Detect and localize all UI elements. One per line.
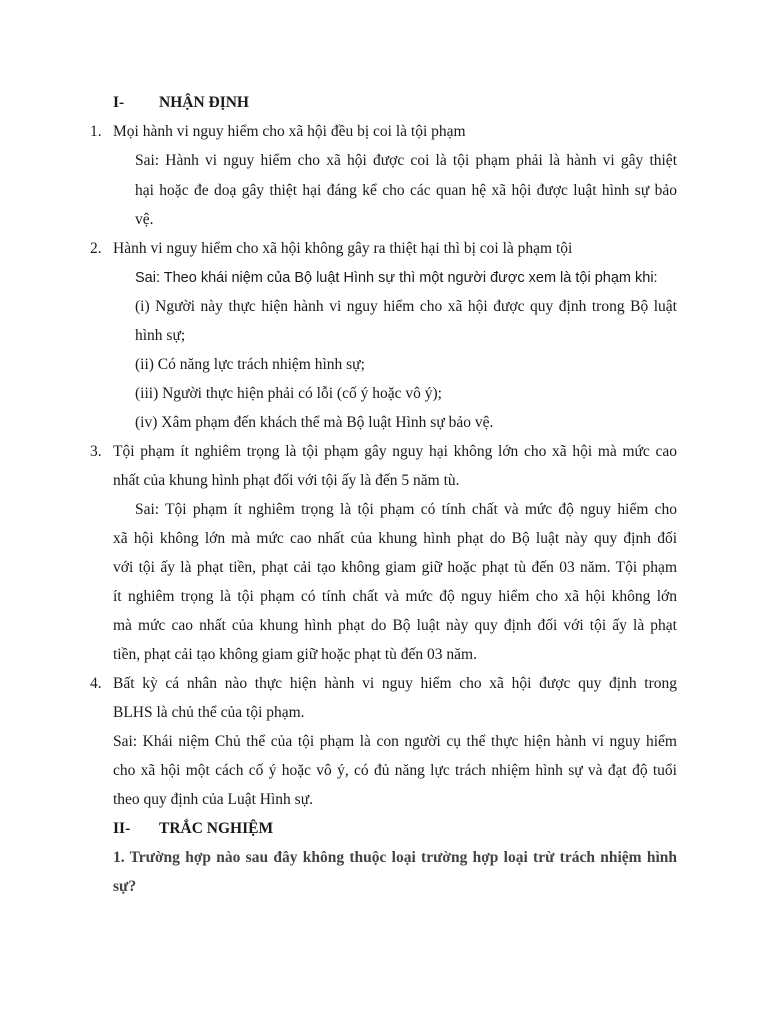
item-2-number: 2. <box>90 240 102 257</box>
item-2-answer-line: (iii) Người thực hiện phải có lỗi (cố ý hoặc vô ý); <box>135 385 442 402</box>
item-2-answer-line: Sai: Theo khái niệm của Bộ luật Hình sự thì một người được xem là tội phạm khi: <box>135 270 658 286</box>
item-3-answer-line: mà mức cao nhất của khung hình phạt do Bộ luật này quy định đối với tội ấy là phạt <box>113 617 677 634</box>
item-3-answer-line: ít nghiêm trọng là tội phạm có tính chất và mức độ nguy hiểm cho xã hội không lớn <box>113 588 677 605</box>
question-1-line: 1. Trường hợp nào sau đây không thuộc loại trường hợp loại trừ trách nhiệm hình <box>113 849 677 866</box>
section-1-number: I- <box>113 94 125 111</box>
item-2-answer-line: hình sự; <box>135 327 186 344</box>
item-4-answer-line: cho xã hội một cách cố ý hoặc vô ý, có đủ năng lực trách nhiệm hình sự và đạt độ tuổi <box>113 762 677 779</box>
item-2-answer-line: (ii) Có năng lực trách nhiệm hình sự; <box>135 356 365 373</box>
item-3-answer-line: xã hội không lớn mà mức cao nhất của khung hình phạt do Bộ luật này quy định đối <box>113 530 677 547</box>
item-2-answer-line: (iv) Xâm phạm đến khách thể mà Bộ luật Hình sự bảo vệ. <box>135 414 494 431</box>
item-3-answer-line: với tội ấy là phạt tiền, phạt cải tạo không giam giữ hoặc phạt tù đến 03 năm. Tội phạm <box>113 559 677 576</box>
item-4-statement-line: BLHS là chủ thể của tội phạm. <box>113 704 305 721</box>
item-1-answer-line: Sai: Hành vi nguy hiểm cho xã hội được coi là tội phạm phải là hành vi gây thiệt <box>135 152 677 169</box>
item-3-number: 3. <box>90 443 102 460</box>
item-1-statement: Mọi hành vi nguy hiểm cho xã hội đều bị coi là tội phạm <box>113 123 466 140</box>
section-2-number: II- <box>113 820 131 837</box>
item-3-statement-line: nhất của khung hình phạt đối với tội ấy là đến 5 năm tù. <box>113 472 460 489</box>
item-4-answer-line: theo quy định của Luật Hình sự. <box>113 791 313 808</box>
item-3-answer-line: Sai: Tội phạm ít nghiêm trọng là tội phạm có tính chất và mức độ nguy hiểm cho <box>135 501 677 518</box>
item-4-answer-line: Sai: Khái niệm Chủ thể của tội phạm là con người cụ thể thực hiện hành vi nguy hiểm <box>113 733 677 750</box>
item-1-answer-line: hại hoặc đe doạ gây thiệt hại đáng kể cho các quan hệ xã hội được luật hình sự bảo <box>135 182 677 199</box>
section-2-title: TRẮC NGHIỆM <box>159 820 274 837</box>
item-4-statement-line: Bất kỳ cá nhân nào thực hiện hành vi nguy hiểm cho xã hội được quy định trong <box>113 675 677 692</box>
item-4-number: 4. <box>90 675 102 692</box>
item-1-number: 1. <box>90 123 102 140</box>
question-1-line: sự? <box>113 878 137 895</box>
section-1-title: NHẬN ĐỊNH <box>159 94 249 111</box>
item-3-answer-line: tiền, phạt cải tạo không giam giữ hoặc phạt tù đến 03 năm. <box>113 646 477 663</box>
item-1-answer-line: vệ. <box>135 211 154 228</box>
item-3-statement-line: Tội phạm ít nghiêm trọng là tội phạm gây nguy hại không lớn cho xã hội mà mức cao <box>113 443 677 460</box>
item-2-statement: Hành vi nguy hiểm cho xã hội không gây ra thiệt hại thì bị coi là phạm tội <box>113 240 573 257</box>
item-2-answer-line: (i) Người này thực hiện hành vi nguy hiểm cho xã hội được quy định trong Bộ luật <box>135 298 677 315</box>
